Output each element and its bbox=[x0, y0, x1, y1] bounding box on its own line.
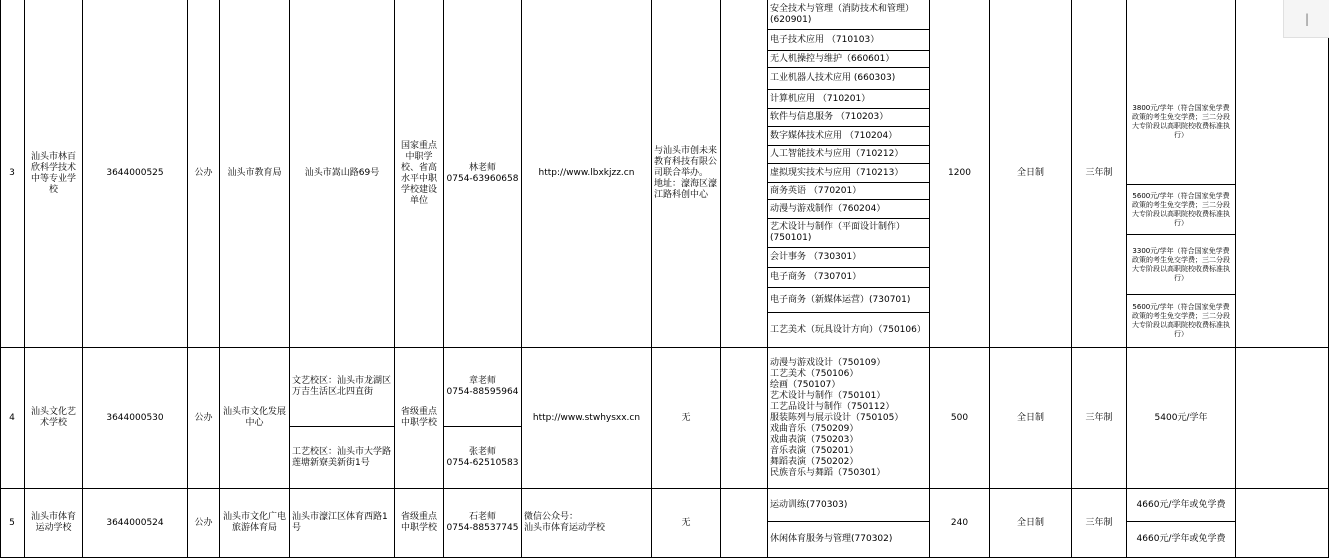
row3-address[interactable] bbox=[290, 0, 395, 348]
row4-mode-text: 全日制 bbox=[1016, 412, 1044, 423]
row5-major-0[interactable] bbox=[768, 489, 930, 522]
row4-fee-text: 5400元/学年 bbox=[1154, 412, 1208, 423]
row5-address[interactable] bbox=[290, 489, 395, 558]
row4-majors[interactable] bbox=[768, 348, 930, 489]
row3-major-1-text: 电子技术应用 （710103） bbox=[770, 34, 880, 45]
row5-address-text: 汕头市濠江区体育西路1号 bbox=[292, 512, 388, 533]
row5-cooperation-text: 无 bbox=[681, 517, 691, 528]
row5-cooperation[interactable] bbox=[652, 489, 721, 558]
row4-code-text: 3644000530 bbox=[106, 412, 164, 423]
row4-authority-text: 汕头市文化发展中心 bbox=[222, 407, 286, 428]
row5-no-text: 5 bbox=[9, 517, 15, 528]
row3-major-7-text: 人工智能技术与应用（710212） bbox=[770, 149, 904, 159]
row3-major-0-text: 安全技术与管理（消防技术和管理）(620901) bbox=[770, 3, 915, 25]
row3-school-text: 汕头市林百欣科学技术中等专业学校 bbox=[30, 151, 76, 195]
row3-no[interactable] bbox=[0, 0, 25, 348]
row4-type[interactable] bbox=[188, 348, 220, 489]
row3-major-4[interactable] bbox=[768, 90, 930, 109]
row3-no-text: 3 bbox=[9, 168, 15, 178]
row3-school[interactable] bbox=[25, 0, 83, 348]
row5-fee-0-text: 4660元/学年或免学费 bbox=[1136, 499, 1226, 510]
row4-school[interactable] bbox=[25, 348, 83, 489]
row3-cooperation-text: 与汕头市创未来教育科技有限公司联合举办。 地址：濠海区濠江路科创中心 bbox=[654, 146, 718, 200]
row3-major-6-text: 数字媒体技术应用 （710204） bbox=[770, 130, 898, 141]
row4-enroll-text: 500 bbox=[950, 412, 969, 423]
row4-level-text: 省级重点中职学校 bbox=[400, 407, 437, 428]
row5-level[interactable] bbox=[395, 489, 444, 558]
row5-school[interactable] bbox=[25, 489, 83, 558]
row3-fee-0[interactable] bbox=[1127, 0, 1236, 185]
row5-level-text: 省级重点中职学校 bbox=[400, 512, 437, 533]
row4-contact-1-text: 章老师 0754-88595964 bbox=[446, 376, 519, 397]
row5-website-text: 微信公众号： 汕头市体育运动学校 bbox=[524, 512, 606, 533]
row3-mode-text: 全日制 bbox=[1016, 168, 1044, 178]
row5-major-1-text: 休闲体育服务与管理(770302) bbox=[770, 534, 893, 544]
row3-major-8-text: 虚拟现实技术与应用（710213） bbox=[770, 167, 904, 178]
row3-major-9-text: 商务英语 （770201） bbox=[770, 185, 862, 196]
row4-address-1[interactable] bbox=[290, 348, 395, 427]
row5-major-0-text: 运动训练(770303) bbox=[770, 499, 848, 510]
row3-code-text: 3644000525 bbox=[106, 168, 164, 178]
row4-contact-2-text: 张老师 0754-62510583 bbox=[446, 446, 519, 468]
row3-fee-3[interactable] bbox=[1127, 295, 1236, 348]
row5-blank[interactable] bbox=[721, 489, 768, 558]
row3-major-15-text: 工艺美术（玩具设计方向）（750106） bbox=[770, 324, 926, 335]
row3-major-2[interactable] bbox=[768, 51, 930, 68]
scroll-handle-icon[interactable]: | bbox=[1283, 0, 1329, 38]
row3-major-7[interactable] bbox=[768, 146, 930, 164]
row5-type[interactable] bbox=[188, 489, 220, 558]
row4-authority[interactable] bbox=[220, 348, 290, 489]
row3-major-11-text: 艺术设计与制作（平面设计制作）(750101) bbox=[770, 222, 906, 243]
row3-major-4-text: 计算机应用 （710201） bbox=[770, 93, 871, 104]
row3-major-3[interactable] bbox=[768, 68, 930, 90]
row3-major-6[interactable] bbox=[768, 127, 930, 146]
row5-mode-text: 全日制 bbox=[1016, 517, 1044, 528]
row3-enroll[interactable] bbox=[930, 0, 990, 348]
row3-address-text: 汕头市嵩山路69号 bbox=[304, 168, 380, 178]
row4-extra[interactable] bbox=[1236, 348, 1329, 489]
row3-major-10[interactable] bbox=[768, 200, 930, 219]
row3-enroll-text: 1200 bbox=[948, 168, 971, 178]
row3-major-11[interactable] bbox=[768, 219, 930, 248]
row3-major-8[interactable] bbox=[768, 164, 930, 183]
row3-blank[interactable] bbox=[721, 0, 768, 348]
row5-code[interactable] bbox=[83, 489, 188, 558]
row4-enroll[interactable] bbox=[930, 348, 990, 489]
row3-mode[interactable] bbox=[990, 0, 1072, 348]
row3-major-0[interactable] bbox=[768, 0, 930, 30]
row3-fee-0-text: 3800元/学年（符合国家免学费政策的考生免交学费；三二分段大专阶段以高职院校收费标准执行） bbox=[1132, 104, 1230, 139]
row3-level[interactable] bbox=[395, 0, 444, 348]
row4-cooperation[interactable] bbox=[652, 348, 721, 489]
row3-years-text: 三年制 bbox=[1085, 168, 1113, 178]
row4-type-text: 公办 bbox=[194, 412, 213, 423]
row5-contact[interactable] bbox=[444, 489, 522, 558]
row4-address-2-text: 工艺校区：汕头市大学路莲塘新寮美新街1号 bbox=[292, 446, 392, 468]
row4-contact-1[interactable] bbox=[444, 348, 522, 427]
row3-major-9[interactable] bbox=[768, 183, 930, 200]
row5-extra[interactable] bbox=[1236, 489, 1329, 558]
row3-major-5[interactable] bbox=[768, 109, 930, 127]
row5-major-1[interactable] bbox=[768, 522, 930, 558]
row5-authority-text: 汕头市文化广电旅游体育局 bbox=[222, 512, 286, 533]
row5-code-text: 3644000524 bbox=[106, 517, 164, 528]
row5-authority[interactable] bbox=[220, 489, 290, 558]
row3-fee-2-text: 3300元/学年（符合国家免学费政策的考生免交学费；三二分段大专阶段以高职院校收费标准执行） bbox=[1132, 246, 1230, 282]
row3-fee-2[interactable] bbox=[1127, 235, 1236, 295]
row5-contact-text: 石老师 0754-88537745 bbox=[446, 512, 519, 533]
row3-major-1[interactable] bbox=[768, 30, 930, 51]
row4-cooperation-text: 无 bbox=[681, 412, 691, 423]
row5-school-text: 汕头市体育运动学校 bbox=[30, 512, 76, 533]
row3-major-2-text: 无人机操控与维护（660601） bbox=[770, 53, 895, 64]
row3-type-text: 公办 bbox=[194, 168, 213, 178]
row4-code[interactable] bbox=[83, 348, 188, 489]
row3-website[interactable] bbox=[522, 0, 652, 348]
row3-major-13[interactable] bbox=[768, 268, 930, 288]
row3-contact-text: 林老师 0754-63960658 bbox=[446, 162, 519, 184]
row3-major-12[interactable] bbox=[768, 248, 930, 268]
row5-fee-0[interactable] bbox=[1127, 489, 1236, 522]
row3-fee-3-text: 5600元/学年（符合国家免学费政策的考生免交学费；三二分段大专阶段以高职院校收费标准执行） bbox=[1132, 303, 1230, 338]
row3-cooperation[interactable] bbox=[652, 0, 721, 348]
row4-website[interactable] bbox=[522, 348, 652, 489]
row4-blank[interactable] bbox=[721, 348, 768, 489]
row4-school-text: 汕头文化艺术学校 bbox=[30, 407, 76, 428]
row4-years-text: 三年制 bbox=[1085, 412, 1113, 423]
row5-years-text: 三年制 bbox=[1085, 517, 1113, 528]
row4-no-text: 4 bbox=[9, 412, 15, 423]
row5-website[interactable] bbox=[522, 489, 652, 558]
row3-level-text: 国家重点中职学校、省高水平中职学校建设单位 bbox=[400, 140, 437, 206]
row3-contact[interactable] bbox=[444, 0, 522, 348]
row3-years[interactable] bbox=[1072, 0, 1127, 348]
row4-years[interactable] bbox=[1072, 348, 1127, 489]
row4-fee[interactable] bbox=[1127, 348, 1236, 489]
row5-no[interactable] bbox=[0, 489, 25, 558]
row5-mode[interactable] bbox=[990, 489, 1072, 558]
row5-years[interactable] bbox=[1072, 489, 1127, 558]
row5-fee-1[interactable] bbox=[1127, 522, 1236, 558]
row4-contact-2[interactable] bbox=[444, 427, 522, 489]
row5-fee-1-text: 4660元/学年或免学费 bbox=[1136, 534, 1226, 544]
row3-fee-1[interactable] bbox=[1127, 185, 1236, 235]
row3-major-15[interactable] bbox=[768, 313, 930, 348]
row3-authority-text: 汕头市教育局 bbox=[227, 168, 282, 178]
row4-address-1-text: 文艺校区：汕头市龙湖区万吉生活区北四直街 bbox=[292, 376, 392, 397]
row3-major-13-text: 电子商务 （730701） bbox=[770, 272, 862, 282]
row5-enroll-text: 240 bbox=[950, 517, 969, 528]
row4-level[interactable] bbox=[395, 348, 444, 489]
row4-address-2[interactable] bbox=[290, 427, 395, 489]
row3-major-10-text: 动漫与游戏制作（760204） bbox=[770, 203, 886, 214]
row3-website-text: http://www.lbxkjzz.cn bbox=[538, 168, 635, 178]
row3-type[interactable] bbox=[188, 0, 220, 348]
row4-website-text: http://www.stwhysxx.cn bbox=[532, 412, 641, 423]
row3-fee-1-text: 5600元/学年（符合国家免学费政策的考生免交学费；三二分段大专阶段以高职院校收费标准执行） bbox=[1132, 191, 1230, 227]
row5-enroll[interactable] bbox=[930, 489, 990, 558]
row3-major-12-text: 会计事务 （730301） bbox=[770, 252, 862, 262]
row3-major-3-text: 工业机器人技术应用 (660303) bbox=[770, 73, 896, 83]
row3-extra[interactable] bbox=[1236, 0, 1329, 348]
row4-majors-text: 动漫与游戏设计（750109） 工艺美术（750106） 绘画（750107） 艺术设计与制作（750101） 工艺品设计与制作（750112） 服装陈列与展示设计（750105） 戏曲音乐（750209） 戏曲表演（750203） 音乐表演（750201） 舞蹈表演（750202） 民族音乐与舞蹈（750301） bbox=[770, 357, 904, 478]
row3-authority[interactable] bbox=[220, 0, 290, 348]
row4-no[interactable] bbox=[0, 348, 25, 489]
row3-major-14-text: 电子商务（新媒体运营）(730701) bbox=[770, 294, 911, 305]
row4-mode[interactable] bbox=[990, 348, 1072, 489]
row3-code[interactable] bbox=[83, 0, 188, 348]
row3-major-5-text: 软件与信息服务 （710203） bbox=[770, 112, 889, 122]
row3-major-14[interactable] bbox=[768, 288, 930, 313]
row5-type-text: 公办 bbox=[194, 517, 213, 528]
